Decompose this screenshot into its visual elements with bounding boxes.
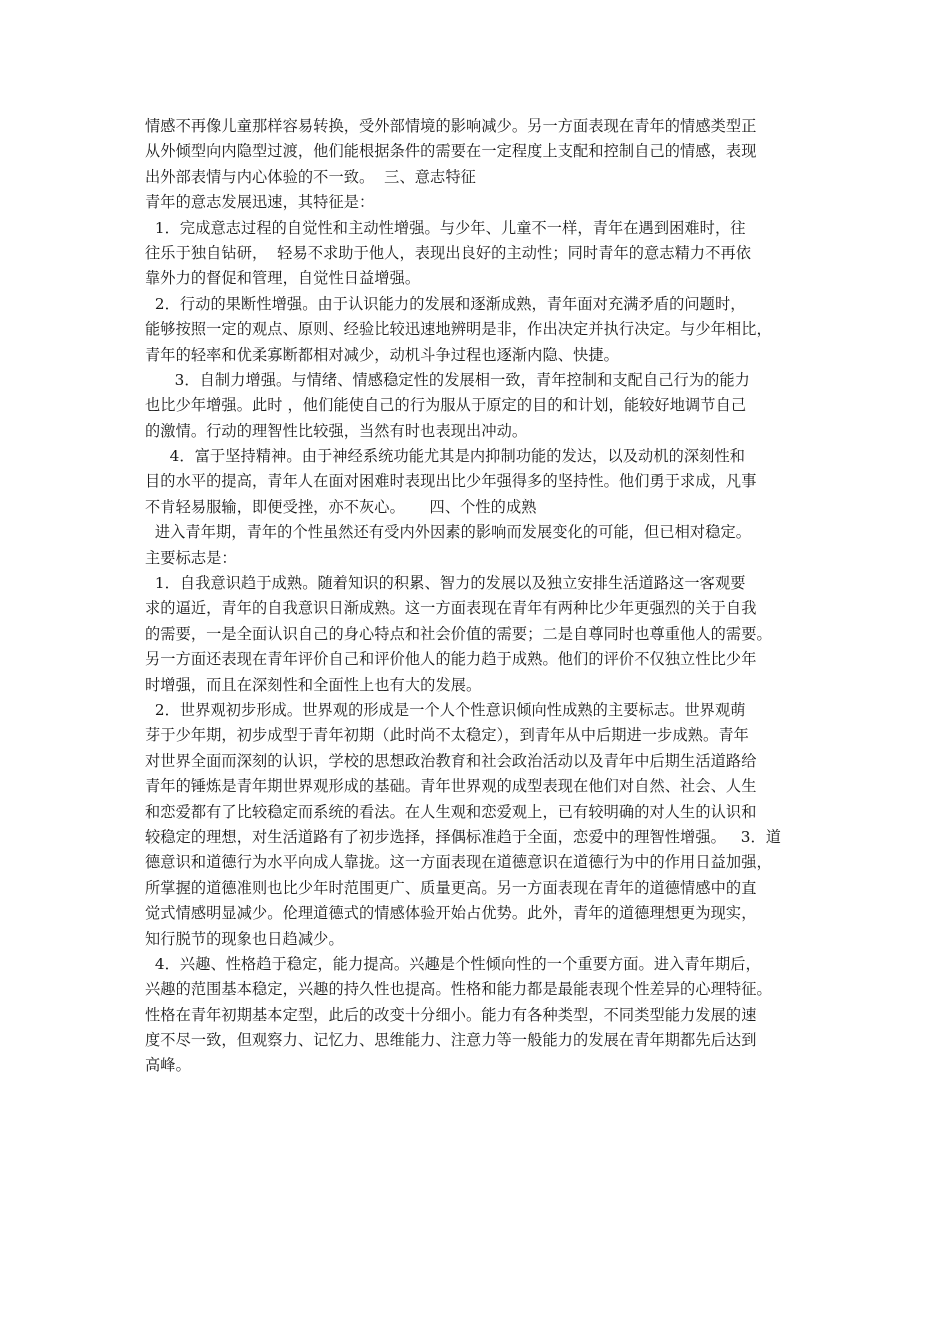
text-line: 的需要，一是全面认识自己的身心特点和社会价值的需要；二是自尊同时也尊重他人的需要。 (145, 624, 772, 643)
text-line: 目的水平的提高，青年人在面对困难时表现出比少年强得多的坚持性。他们勇于求成，凡事 (145, 472, 757, 491)
text-line: 从外倾型向内隐型过渡，他们能根据条件的需要在一定程度上支配和控制自己的情感，表现 (145, 142, 757, 161)
text-line: 靠外力的督促和管理，自觉性日益增强。 (145, 269, 421, 288)
text-line: 兴趣的范围基本稳定，兴趣的持久性也提高。性格和能力都是最能表现个性差异的心理特征。 (145, 980, 772, 999)
document-body (145, 114, 811, 1079)
text-line: 的激情。行动的理智性比较强，当然有时也表现出冲动。 (145, 421, 528, 440)
text-line: 求的逼近，青年的自我意识日渐成熟。这一方面表现在青年有两种比少年更强烈的关于自我 (145, 599, 757, 618)
text-line: 出外部表情与内心体验的不一致。 三、意志特征 (145, 167, 476, 186)
text-line: 和恋爱都有了比较稳定而系统的看法。在人生观和恋爱观上，已有较明确的对人生的认识和 (145, 802, 757, 821)
text-line: 性格在青年初期基本定型，此后的改变十分细小。能力有各种类型，不同类型能力发展的速 (145, 1005, 757, 1024)
text-line: 不肯轻易服输，即便受挫，亦不灰心。 四、个性的成熟 (145, 497, 537, 516)
text-line: 往乐于独自钻研， 轻易不求助于他人，表现出良好的主动性；同时青年的意志精力不再依 (145, 243, 752, 262)
text-line: 3．自制力增强。与情绪、情感稳定性的发展相一致，青年控制和支配自己行为的能力 (145, 370, 750, 389)
text-line: 1．自我意识趋于成熟。随着知识的积累、智力的发展以及独立安排生活道路这一客观要 (145, 574, 746, 593)
text-line: 能够按照一定的观点、原则、经验比较迅速地辨明是非，作出决定并执行决定。与少年相比， (145, 320, 772, 339)
text-line: 4．兴趣、性格趋于稳定，能力提高。兴趣是个性倾向性的一个重要方面。进入青年期后， (145, 954, 761, 973)
text-line: 另一方面还表现在青年评价自己和评价他人的能力趋于成熟。他们的评价不仅独立性比少年 (145, 650, 757, 669)
text-line: 青年的轻率和优柔寡断都相对减少，动机斗争过程也逐渐内隐、快捷。 (145, 345, 619, 364)
text-line: 2．世界观初步形成。世界观的形成是一个人个性意识倾向性成熟的主要标志。世界观萌 (145, 700, 746, 719)
text-line: 青年的锤炼是青年期世界观形成的基础。青年世界观的成型表现在他们对自然、社会、人生 (145, 777, 757, 796)
text-line: 也比少年增强。此时 ，他们能使自己的行为服从于原定的目的和计划，能较好地调节自己 (145, 396, 747, 415)
text-line: 2．行动的果断性增强。由于认识能力的发展和逐渐成熟，青年面对充满矛盾的问题时， (145, 294, 746, 313)
text-line: 情感不再像儿童那样容易转换，受外部情境的影响减少。另一方面表现在青年的情感类型正 (145, 117, 757, 135)
text-line: 德意识和道德行为水平向成人靠拢。这一方面表现在道德意识在道德行为中的作用日益加强， (145, 853, 772, 872)
text-line: 1．完成意志过程的自觉性和主动性增强。与少年、儿童不一样，青年在遇到困难时，往 (145, 218, 746, 237)
text-line: 所掌握的道德准则也比少年时范围更广、质量更高。另一方面表现在青年的道德情感中的直 (145, 878, 757, 897)
text-line: 青年的意志发展迅速，其特征是： (145, 193, 375, 212)
text-line: 时增强，而且在深刻性和全面性上也有大的发展。 (145, 675, 482, 694)
text-line: 较稳定的理想，对生活道路有了初步选择，择偶标准趋于全面，恋爱中的理智性增强。 3．道 (145, 827, 782, 846)
text-line: 知行脱节的现象也日趋减少。 (145, 929, 344, 948)
text-line: 高峰。 (145, 1056, 191, 1075)
text-line: 进入青年期，青年的个性虽然还有受内外因素的影响而发展变化的可能，但已相对稳定。 (145, 523, 752, 542)
text-line: 对世界全面而深刻的认识，学校的思想政治教育和社会政治活动以及青年中后期生活道路给 (145, 751, 757, 770)
text-line: 觉式情感明显减少。伦理道德式的情感体验开始占优势。此外，青年的道德理想更为现实， (145, 904, 757, 923)
text-line: 主要标志是： (145, 548, 237, 567)
text-line: 4．富于坚持精神。由于神经系统功能尤其是内抑制功能的发达，以及动机的深刻性和 (145, 447, 746, 466)
text-line: 度不尽一致，但观察力、记忆力、思维能力、注意力等一般能力的发展在青年期都先后达到 (145, 1031, 757, 1050)
text-line: 芽于少年期，初步成型于青年初期（此时尚不太稳定），到青年从中后期进一步成熟。青年 (145, 726, 749, 745)
